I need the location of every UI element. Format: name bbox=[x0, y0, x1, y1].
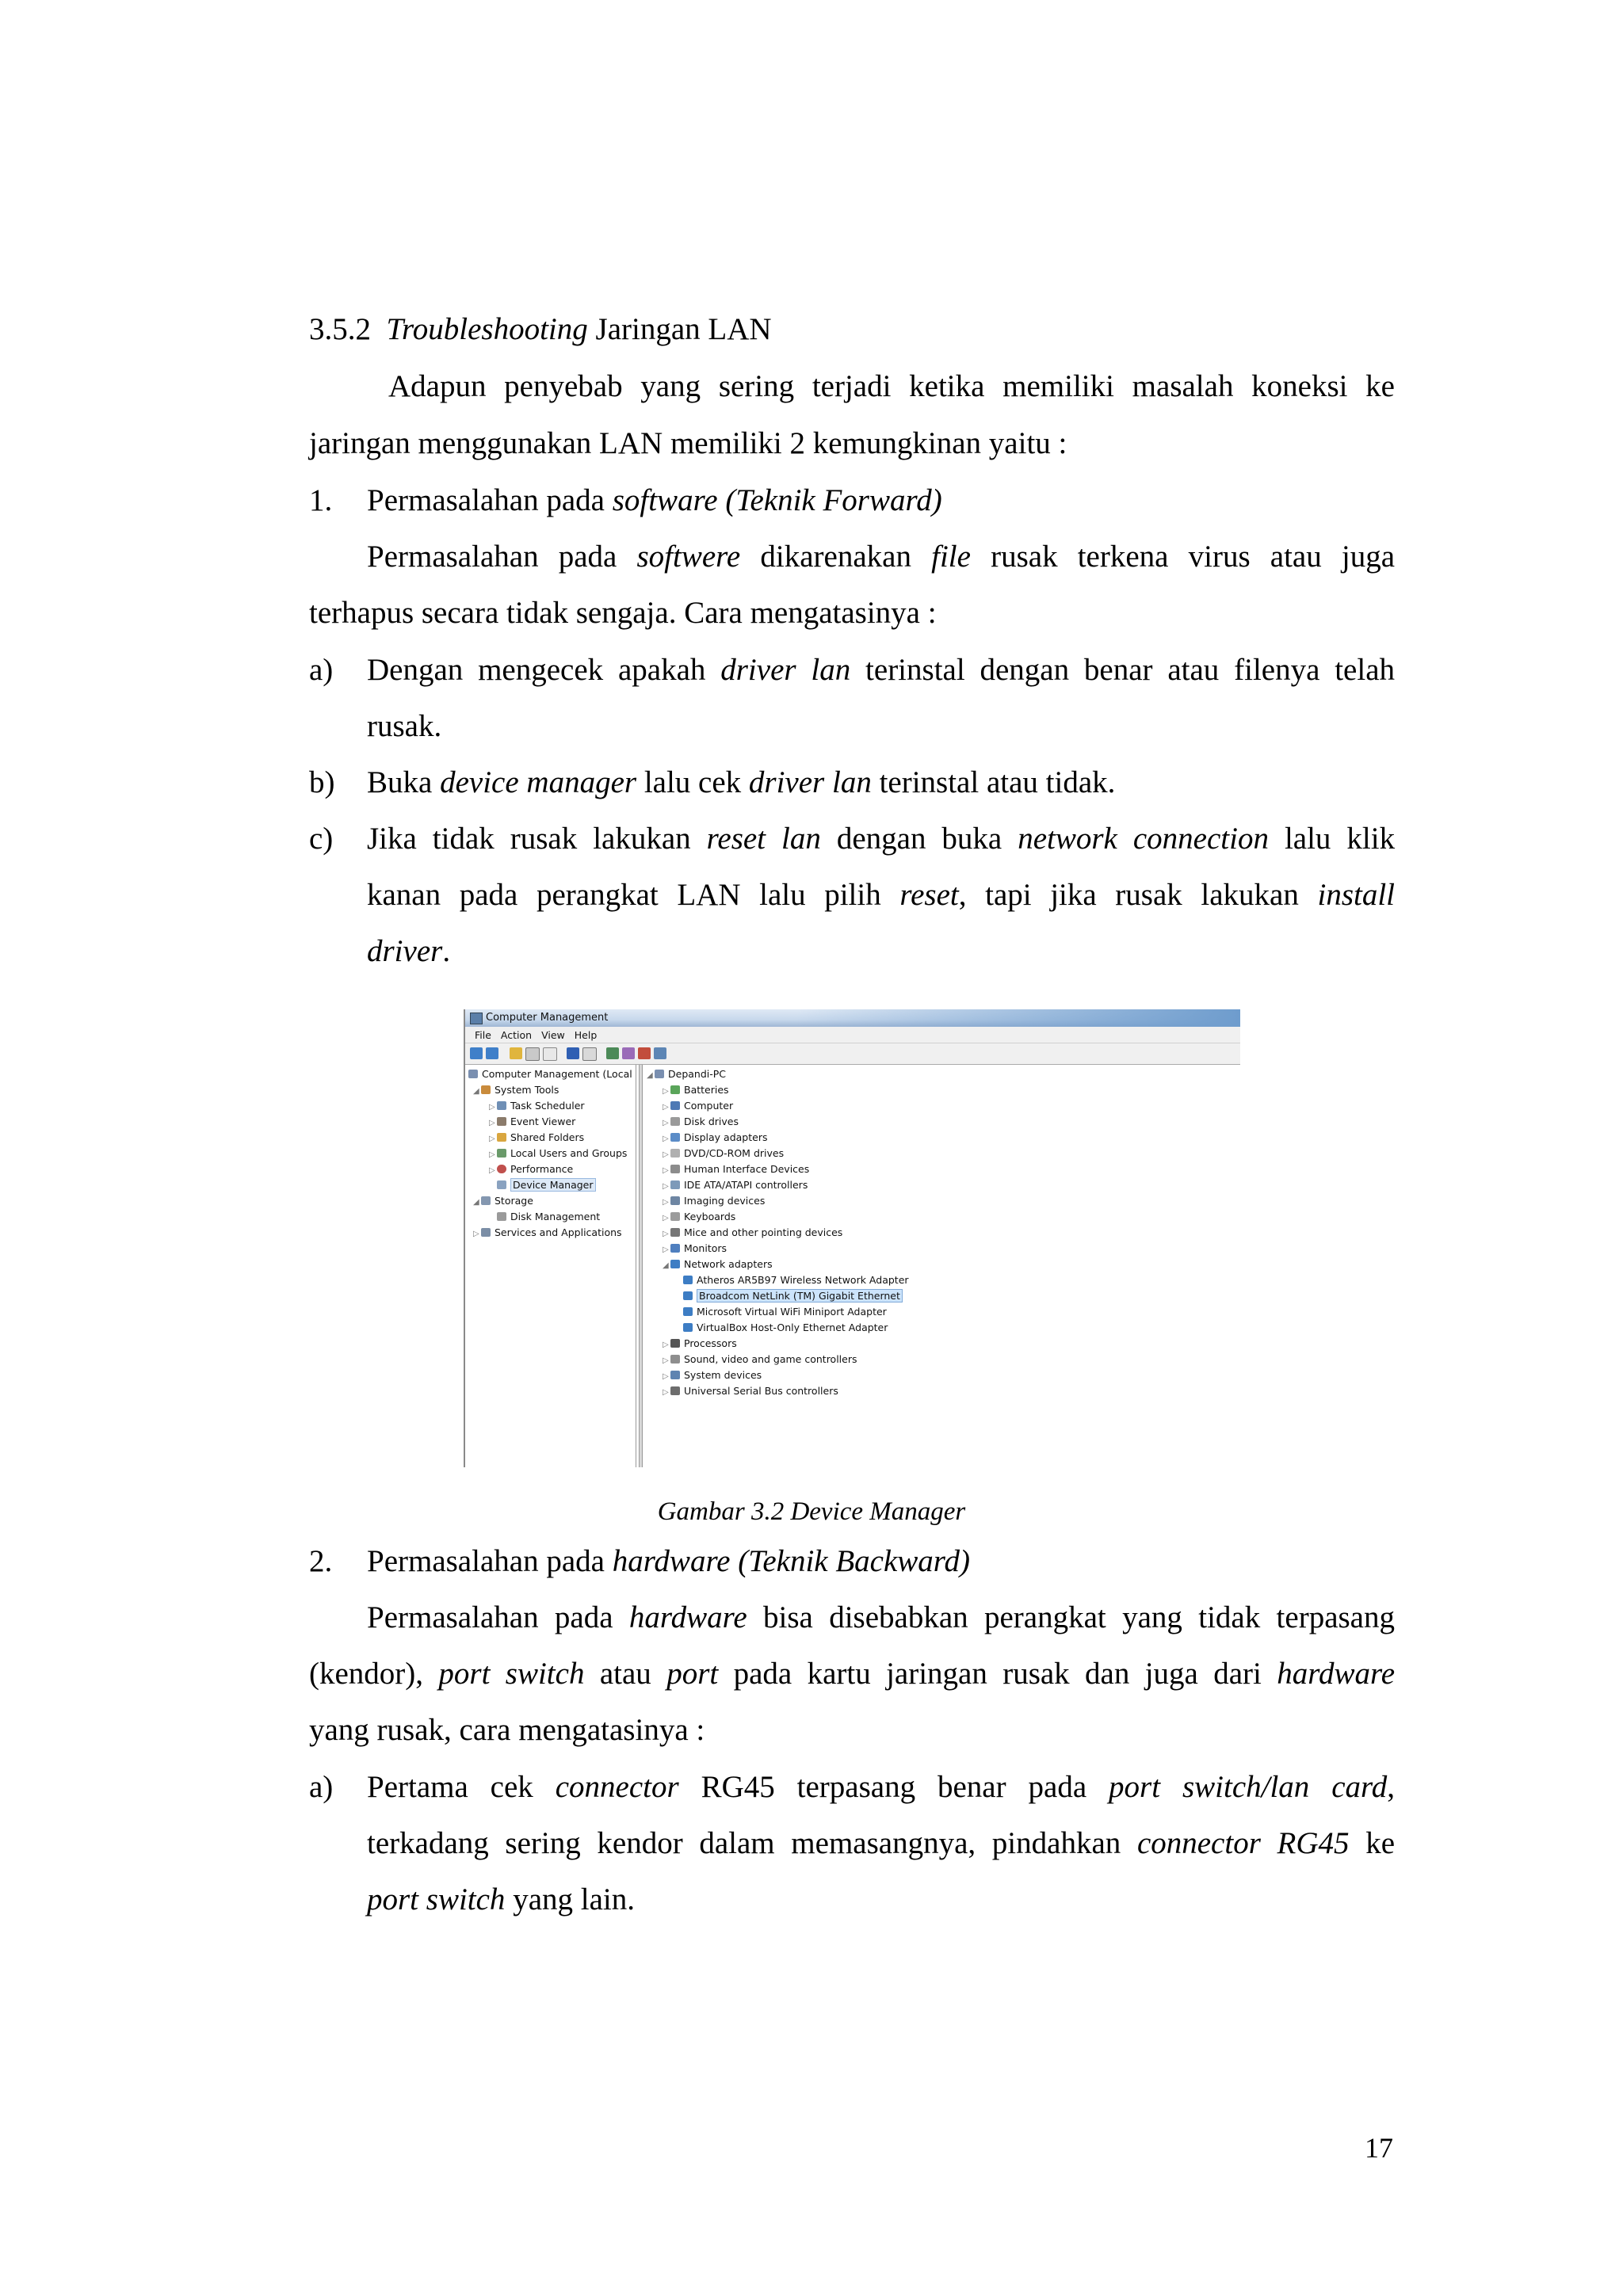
item2-heading: Permasalahan pada hardware (Teknik Backward) bbox=[367, 1544, 971, 1578]
item1-b-line: Buka device manager lalu cek driver lan terinstal atau tidak. bbox=[367, 765, 1116, 799]
tree-item[interactable]: ▷ Event Viewer bbox=[489, 1116, 576, 1127]
device-category[interactable]: ▷ System devices bbox=[663, 1369, 762, 1381]
tree-item[interactable]: ▷ Services and Applications bbox=[473, 1226, 622, 1238]
device-category[interactable]: ▷ Disk drives bbox=[663, 1116, 739, 1127]
item1-paragraph-line-2: terhapus secara tidak sengaja. Cara mengatasinya : bbox=[309, 596, 937, 630]
show-hide-tree-icon[interactable] bbox=[525, 1047, 540, 1061]
device-manager-screenshot bbox=[464, 1009, 1240, 1467]
item2-a-label: a) bbox=[309, 1770, 334, 1804]
uninstall-icon[interactable] bbox=[638, 1047, 651, 1059]
back-icon[interactable] bbox=[470, 1047, 483, 1059]
item2-paragraph-line-1: Permasalahan pada hardware bisa disebabkan perangkat yang tidak terpasang bbox=[367, 1600, 1395, 1634]
tree-item[interactable]: ▷ Performance bbox=[489, 1163, 574, 1175]
tree-item[interactable]: ▷ Shared Folders bbox=[489, 1131, 585, 1143]
network-adapter[interactable]: VirtualBox Host-Only Ethernet Adapter bbox=[683, 1320, 888, 1335]
device-category[interactable]: ▷ Universal Serial Bus controllers bbox=[663, 1385, 838, 1397]
device-category[interactable]: ▷ Processors bbox=[663, 1337, 737, 1349]
item1-heading: Permasalahan pada software (Teknik Forward) bbox=[367, 483, 942, 517]
item1-c-label: c) bbox=[309, 822, 334, 856]
network-adapter[interactable]: Microsoft Virtual WiFi Miniport Adapter bbox=[683, 1304, 887, 1319]
console-tree bbox=[465, 1065, 636, 1467]
update-driver-icon[interactable] bbox=[622, 1047, 635, 1059]
device-category[interactable]: ▷ Mice and other pointing devices bbox=[663, 1226, 843, 1238]
item2-paragraph-line-3: yang rusak, cara mengatasinya : bbox=[309, 1713, 705, 1747]
device-category[interactable]: ▷ DVD/CD-ROM drives bbox=[663, 1147, 785, 1159]
tree-item[interactable]: ◢ System Tools bbox=[473, 1084, 559, 1096]
menu-file[interactable]: File bbox=[475, 1029, 491, 1041]
intro-line-2: jaringan menggunakan LAN memiliki 2 kemungkinan yaitu : bbox=[309, 426, 1067, 460]
item1-number: 1. bbox=[309, 483, 333, 517]
disable-icon[interactable] bbox=[654, 1047, 666, 1059]
tree-item[interactable]: ◢ Storage bbox=[473, 1195, 533, 1207]
device-category[interactable]: ▷ Display adapters bbox=[663, 1131, 768, 1143]
network-adapter-selected[interactable]: Broadcom NetLink (TM) Gigabit Ethernet bbox=[683, 1288, 903, 1303]
item1-a-line-1: Dengan mengecek apakah driver lan terinstal dengan benar atau filenya telah bbox=[367, 653, 1396, 687]
device-root[interactable]: ◢ Depandi-PC bbox=[647, 1068, 727, 1080]
intro-line-1: Adapun penyebab yang sering terjadi ketika memiliki masalah koneksi ke bbox=[388, 369, 1395, 403]
menu-view[interactable]: View bbox=[541, 1029, 565, 1041]
tree-item[interactable]: Disk Management bbox=[497, 1209, 600, 1224]
network-adapter[interactable]: Atheros AR5B97 Wireless Network Adapter bbox=[683, 1272, 909, 1287]
item1-a-label: a) bbox=[309, 653, 334, 687]
device-tree bbox=[643, 1065, 1240, 1467]
device-category[interactable]: ▷ Keyboards bbox=[663, 1211, 736, 1222]
item2-a-line-1: Pertama cek connector RG45 terpasang benar pada port switch/lan card, bbox=[367, 1770, 1396, 1804]
toolbar bbox=[465, 1043, 1240, 1065]
item1-c-line-2: kanan pada perangkat LAN lalu pilih reset, tapi jika rusak lakukan install bbox=[367, 878, 1396, 912]
item2-a-line-3: port switch yang lain. bbox=[367, 1882, 635, 1917]
device-category-network[interactable]: ◢ Network adapters bbox=[663, 1258, 773, 1270]
device-category[interactable]: ▷ Batteries bbox=[663, 1084, 729, 1096]
device-category[interactable]: ▷ Imaging devices bbox=[663, 1195, 766, 1207]
tree-item-selected[interactable]: Device Manager bbox=[497, 1177, 596, 1192]
item1-paragraph-line-1: Permasalahan pada softwere dikarenakan file rusak terkena virus atau juga bbox=[367, 540, 1396, 574]
page-number: 17 bbox=[1365, 2132, 1393, 2164]
item2-number: 2. bbox=[309, 1544, 333, 1578]
scan-hardware-icon[interactable] bbox=[606, 1047, 619, 1059]
menu-help[interactable]: Help bbox=[574, 1029, 598, 1041]
up-folder-icon[interactable] bbox=[510, 1047, 522, 1059]
item2-a-line-2: terkadang sering kendor dalam memasangnya, pindahkan connector RG45 ke bbox=[367, 1826, 1396, 1860]
view-icon[interactable] bbox=[582, 1047, 597, 1061]
item1-c-line-1: Jika tidak rusak lakukan reset lan dengan buka network connection lalu klik bbox=[367, 822, 1396, 856]
computer-management-icon bbox=[470, 1013, 483, 1024]
section-heading: 3.5.2 Troubleshooting Jaringan LAN bbox=[309, 312, 772, 346]
item1-c-line-3: driver. bbox=[367, 934, 451, 968]
window-title: Computer Management bbox=[486, 1012, 609, 1024]
figure-caption: Gambar 3.2 Device Manager bbox=[657, 1497, 966, 1526]
menu-action[interactable]: Action bbox=[500, 1029, 533, 1041]
device-category[interactable]: ▷ IDE ATA/ATAPI controllers bbox=[663, 1179, 808, 1191]
device-category[interactable]: ▷ Human Interface Devices bbox=[663, 1163, 810, 1175]
menu-bar bbox=[465, 1027, 1240, 1043]
window-titlebar bbox=[465, 1009, 1240, 1027]
device-category[interactable]: ▷ Sound, video and game controllers bbox=[663, 1353, 857, 1365]
item2-paragraph-line-2: (kendor), port switch atau port pada kartu jaringan rusak dan juga dari hardware bbox=[309, 1657, 1396, 1691]
tree-item[interactable]: Computer Management (Local bbox=[468, 1066, 632, 1081]
device-category[interactable]: ▷ Computer bbox=[663, 1100, 734, 1112]
help-icon[interactable] bbox=[567, 1047, 579, 1059]
properties-icon[interactable] bbox=[543, 1047, 557, 1061]
item1-b-label: b) bbox=[309, 765, 335, 799]
tree-item[interactable]: ▷ Task Scheduler bbox=[489, 1100, 585, 1112]
forward-icon[interactable] bbox=[486, 1047, 498, 1059]
tree-item[interactable]: ▷ Local Users and Groups bbox=[489, 1147, 628, 1159]
pane-splitter[interactable] bbox=[639, 1065, 643, 1467]
device-category[interactable]: ▷ Monitors bbox=[663, 1242, 727, 1254]
item1-a-line-2: rusak. bbox=[367, 709, 442, 743]
